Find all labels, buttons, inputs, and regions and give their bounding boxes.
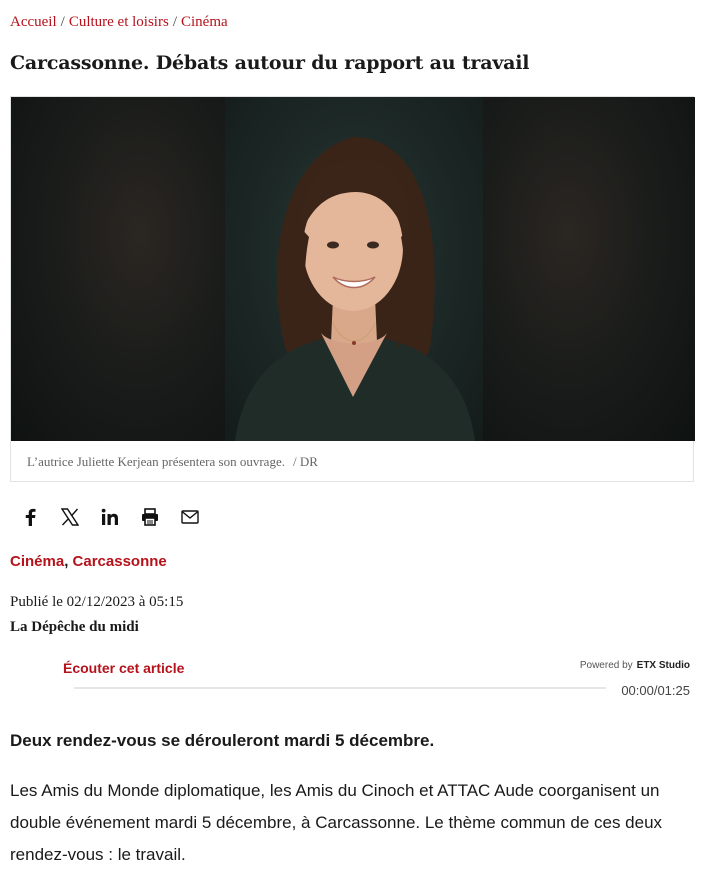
article-tags [10,553,167,570]
powered-by [580,660,690,671]
article-body: Les Amis du Monde diplomatique, les Amis du Cinoch et ATTAC Aude coorganisent un double événement mardi 5 décembre, à Carcassonne. Le thème commun de ces deux rendez-vous : le travail. [10,781,663,864]
share-x-button[interactable] [50,502,90,532]
caption-text: L’autrice Juliette Kerjean présentera son ouvrage. [27,454,285,469]
powered-by-brand: ETX Studio [636,660,690,671]
x-icon [61,508,79,526]
breadcrumb-culture[interactable]: Culture et loisirs [68,14,169,30]
photo-caption [27,454,318,470]
share-email-button[interactable] [170,502,210,532]
audio-progress-bar[interactable] [74,687,606,689]
breadcrumb-home[interactable]: Accueil [10,14,57,30]
audio-time: 00:00/01:25 [621,683,690,698]
breadcrumb-separator: / [60,14,65,30]
portrait-image [225,97,483,441]
audio-player [10,648,694,708]
powered-by-prefix: Powered by [579,660,633,671]
tag-cinema[interactable]: Cinéma [10,553,65,570]
photo-credit: / DR [292,454,318,469]
page-title: Carcassonne. Débats autour du rapport au travail [10,52,530,74]
share-bar [10,502,210,532]
share-facebook-button[interactable] [10,502,50,532]
breadcrumb-separator: / [172,14,177,30]
breadcrumb [10,14,228,31]
photo-blur-left [11,97,225,441]
article-lead: Deux rendez-vous se dérouleront mardi 5 décembre. [10,731,435,750]
email-icon [181,510,199,524]
share-linkedin-button[interactable] [90,502,130,532]
tag-separator: , [64,553,73,570]
breadcrumb-cinema[interactable]: Cinéma [180,14,228,30]
listen-article-button[interactable]: Écouter cet article [63,660,185,676]
print-button[interactable] [130,502,170,532]
article-photo[interactable] [11,97,695,441]
print-icon [141,508,159,526]
photo-blur-right [483,97,695,441]
tag-carcassonne[interactable]: Carcassonne [72,553,167,570]
linkedin-icon [101,508,119,526]
article-figure [10,96,694,482]
facebook-icon [23,508,37,526]
article-source: La Dépêche du midi [10,619,139,635]
portrait-illustration [225,97,483,441]
publish-date: Publié le 02/12/2023 à 05:15 [10,594,184,610]
